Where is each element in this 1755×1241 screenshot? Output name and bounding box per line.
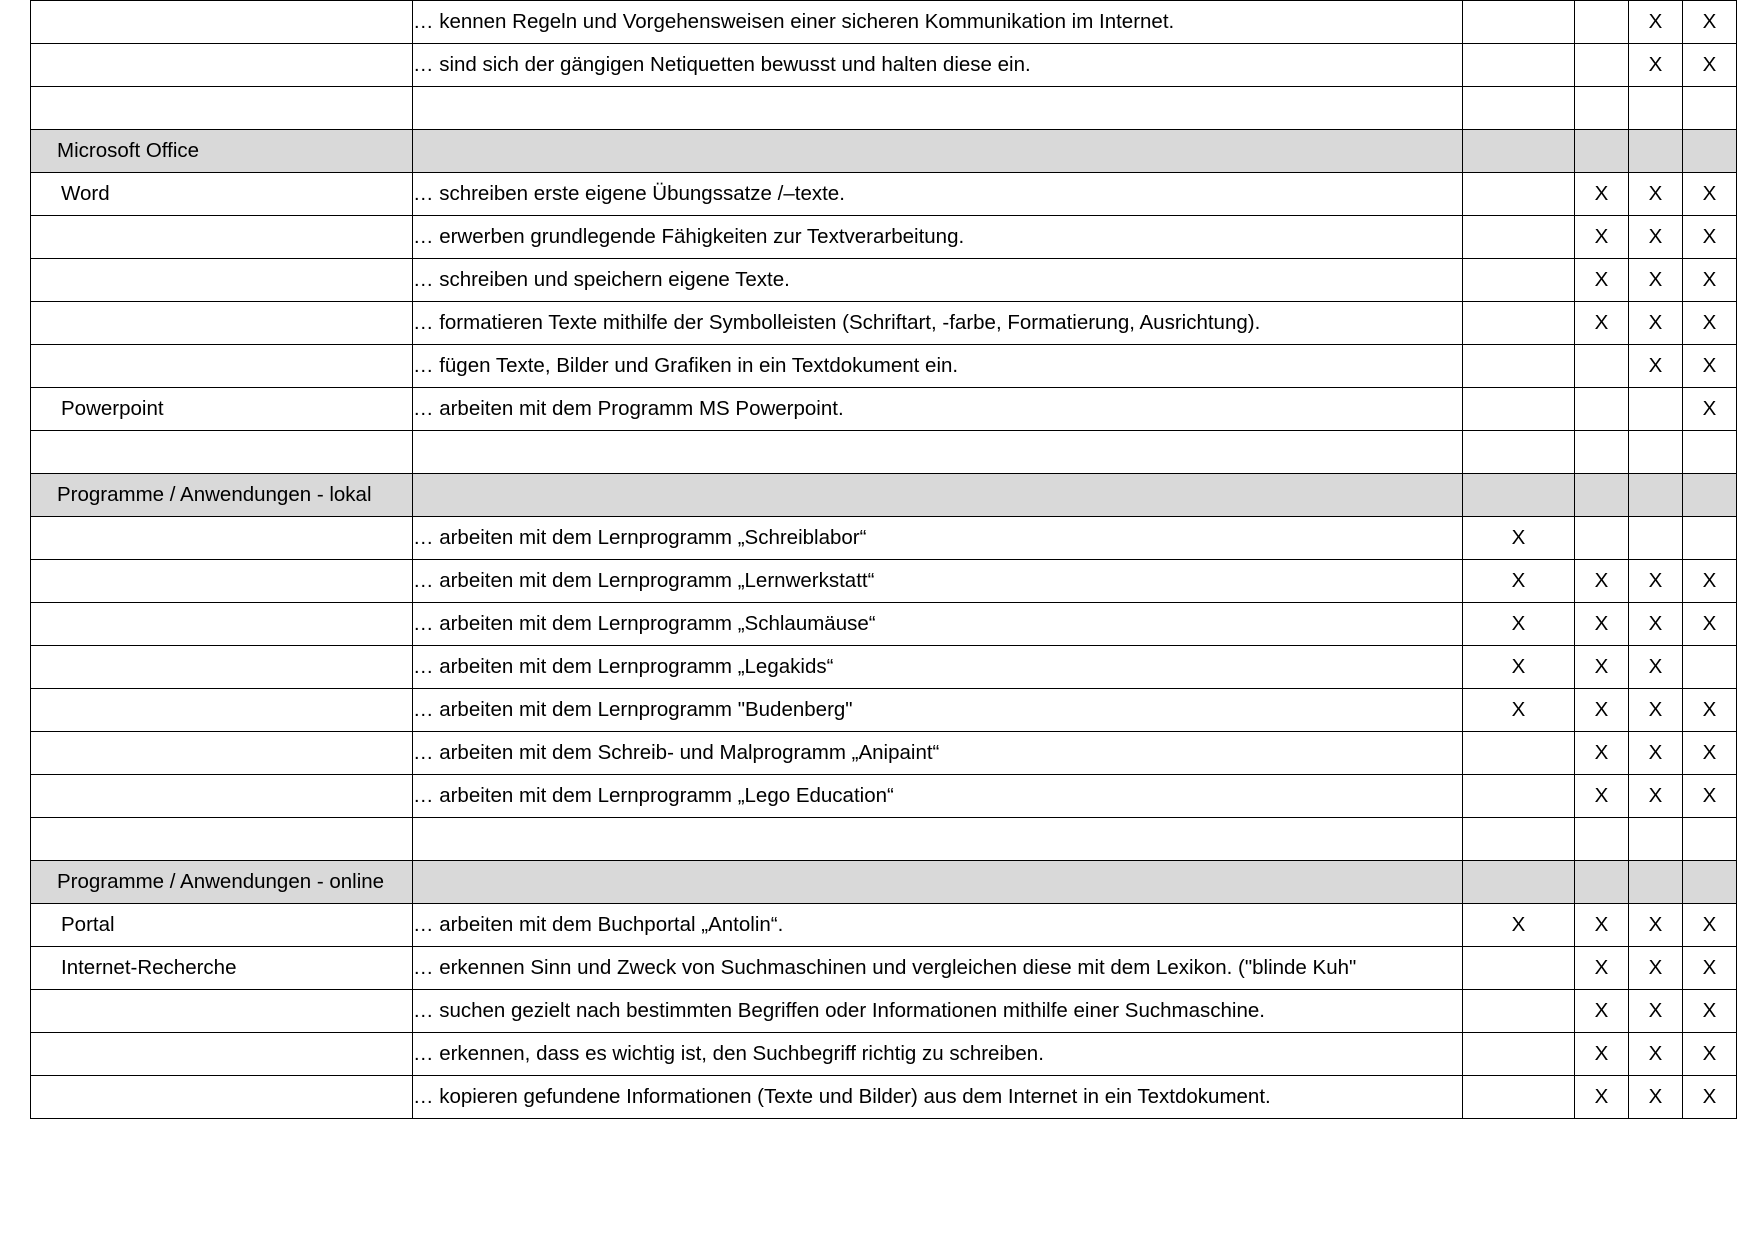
level-1-mark[interactable] xyxy=(1463,87,1575,130)
level-4-mark[interactable]: X xyxy=(1683,775,1737,818)
row-description: … arbeiten mit dem Lernprogramm „Lernwerkstatt“ xyxy=(413,560,1463,603)
row-category: Word xyxy=(31,173,413,216)
level-2-mark[interactable]: X xyxy=(1575,1033,1629,1076)
level-2-mark[interactable]: X xyxy=(1575,216,1629,259)
row-description: … arbeiten mit dem Lernprogramm „Lego Education“ xyxy=(413,775,1463,818)
matrix-row xyxy=(31,44,1737,87)
level-3-mark[interactable] xyxy=(1629,818,1683,861)
level-2-mark[interactable] xyxy=(1575,1,1629,44)
row-category xyxy=(31,1033,413,1076)
level-4-mark[interactable]: X xyxy=(1683,947,1737,990)
row-category: Powerpoint xyxy=(31,388,413,431)
level-4-mark[interactable] xyxy=(1683,861,1737,904)
level-3-mark[interactable] xyxy=(1629,517,1683,560)
group-title: Programme / Anwendungen - online xyxy=(31,861,413,904)
level-1-mark[interactable] xyxy=(1463,44,1575,87)
level-1-mark[interactable]: X xyxy=(1463,560,1575,603)
matrix-row xyxy=(31,173,1737,216)
matrix-group-row xyxy=(31,474,1737,517)
level-3-mark[interactable]: X xyxy=(1629,689,1683,732)
row-description: … suchen gezielt nach bestimmten Begriffen oder Informationen mithilfe einer Suchmaschine. xyxy=(413,990,1463,1033)
row-description: … formatieren Texte mithilfe der Symbolleisten (Schriftart, -farbe, Formatierung, Ausrichtung). xyxy=(413,302,1463,345)
matrix-group-row xyxy=(31,861,1737,904)
level-3-mark[interactable]: X xyxy=(1629,216,1683,259)
level-4-mark[interactable]: X xyxy=(1683,904,1737,947)
row-category xyxy=(31,345,413,388)
level-1-mark[interactable] xyxy=(1463,861,1575,904)
level-3-mark[interactable] xyxy=(1629,388,1683,431)
level-1-mark[interactable] xyxy=(1463,388,1575,431)
level-1-mark[interactable] xyxy=(1463,1,1575,44)
level-3-mark[interactable]: X xyxy=(1629,345,1683,388)
level-1-mark[interactable]: X xyxy=(1463,904,1575,947)
level-2-mark[interactable] xyxy=(1575,130,1629,173)
level-2-mark[interactable]: X xyxy=(1575,259,1629,302)
level-1-mark[interactable] xyxy=(1463,1033,1575,1076)
matrix-row xyxy=(31,1076,1737,1119)
level-4-mark[interactable] xyxy=(1683,431,1737,474)
level-3-mark[interactable]: X xyxy=(1629,990,1683,1033)
row-category xyxy=(31,689,413,732)
level-3-mark[interactable]: X xyxy=(1629,173,1683,216)
row-category xyxy=(31,44,413,87)
row-category xyxy=(31,732,413,775)
level-3-mark[interactable] xyxy=(1629,130,1683,173)
row-category xyxy=(31,259,413,302)
matrix-row xyxy=(31,990,1737,1033)
level-1-mark[interactable] xyxy=(1463,216,1575,259)
level-4-mark[interactable]: X xyxy=(1683,732,1737,775)
matrix-group-row xyxy=(31,130,1737,173)
level-2-mark[interactable]: X xyxy=(1575,646,1629,689)
level-4-mark[interactable]: X xyxy=(1683,1076,1737,1119)
row-category xyxy=(31,990,413,1033)
matrix-body xyxy=(31,1,1737,1119)
level-4-mark[interactable]: X xyxy=(1683,990,1737,1033)
matrix-row xyxy=(31,689,1737,732)
level-1-mark[interactable] xyxy=(1463,431,1575,474)
level-3-mark[interactable] xyxy=(1629,861,1683,904)
level-2-mark[interactable]: X xyxy=(1575,732,1629,775)
row-description: … erwerben grundlegende Fähigkeiten zur Textverarbeitung. xyxy=(413,216,1463,259)
matrix-row xyxy=(31,775,1737,818)
level-3-mark[interactable] xyxy=(1629,474,1683,517)
group-title: Programme / Anwendungen - lokal xyxy=(31,474,413,517)
row-category xyxy=(31,560,413,603)
row-description xyxy=(413,861,1463,904)
row-category xyxy=(31,431,413,474)
row-description: … kennen Regeln und Vorgehensweisen einer sicheren Kommunikation im Internet. xyxy=(413,1,1463,44)
level-4-mark[interactable]: X xyxy=(1683,44,1737,87)
row-description: … arbeiten mit dem Programm MS Powerpoint. xyxy=(413,388,1463,431)
matrix-row xyxy=(31,646,1737,689)
level-1-mark[interactable] xyxy=(1463,818,1575,861)
competency-matrix-table xyxy=(30,0,1737,1119)
level-4-mark[interactable] xyxy=(1683,818,1737,861)
level-3-mark[interactable]: X xyxy=(1629,732,1683,775)
level-4-mark[interactable] xyxy=(1683,87,1737,130)
level-2-mark[interactable] xyxy=(1575,861,1629,904)
level-4-mark[interactable]: X xyxy=(1683,259,1737,302)
level-1-mark[interactable] xyxy=(1463,990,1575,1033)
level-2-mark[interactable]: X xyxy=(1575,689,1629,732)
group-title: Microsoft Office xyxy=(31,130,413,173)
row-category xyxy=(31,603,413,646)
level-4-mark[interactable]: X xyxy=(1683,603,1737,646)
row-description: … arbeiten mit dem Buchportal „Antolin“. xyxy=(413,904,1463,947)
row-description: … arbeiten mit dem Lernprogramm „Schlaumäuse“ xyxy=(413,603,1463,646)
level-2-mark[interactable]: X xyxy=(1575,990,1629,1033)
level-3-mark[interactable]: X xyxy=(1629,947,1683,990)
level-3-mark[interactable]: X xyxy=(1629,603,1683,646)
row-category xyxy=(31,775,413,818)
level-3-mark[interactable] xyxy=(1629,431,1683,474)
matrix-row xyxy=(31,517,1737,560)
row-description xyxy=(413,431,1463,474)
row-description: … erkennen Sinn und Zweck von Suchmaschinen und vergleichen diese mit dem Lexikon. ("blinde Kuh" xyxy=(413,947,1463,990)
level-2-mark[interactable] xyxy=(1575,431,1629,474)
level-1-mark[interactable] xyxy=(1463,345,1575,388)
level-2-mark[interactable]: X xyxy=(1575,904,1629,947)
row-category xyxy=(31,216,413,259)
row-description: … arbeiten mit dem Lernprogramm "Budenberg" xyxy=(413,689,1463,732)
level-1-mark[interactable] xyxy=(1463,302,1575,345)
level-2-mark[interactable] xyxy=(1575,345,1629,388)
level-1-mark[interactable] xyxy=(1463,947,1575,990)
level-4-mark[interactable] xyxy=(1683,646,1737,689)
level-2-mark[interactable]: X xyxy=(1575,775,1629,818)
level-4-mark[interactable] xyxy=(1683,474,1737,517)
matrix-row xyxy=(31,216,1737,259)
level-2-mark[interactable]: X xyxy=(1575,947,1629,990)
level-2-mark[interactable]: X xyxy=(1575,302,1629,345)
level-4-mark[interactable] xyxy=(1683,130,1737,173)
level-3-mark[interactable]: X xyxy=(1629,1033,1683,1076)
level-2-mark[interactable]: X xyxy=(1575,603,1629,646)
level-2-mark[interactable] xyxy=(1575,517,1629,560)
level-3-mark[interactable]: X xyxy=(1629,302,1683,345)
level-1-mark[interactable] xyxy=(1463,173,1575,216)
matrix-row xyxy=(31,904,1737,947)
matrix-row xyxy=(31,345,1737,388)
matrix-spacer-row xyxy=(31,87,1737,130)
row-description: … schreiben erste eigene Übungssatze /–texte. xyxy=(413,173,1463,216)
level-4-mark[interactable]: X xyxy=(1683,560,1737,603)
matrix-row xyxy=(31,388,1737,431)
level-4-mark[interactable]: X xyxy=(1683,1,1737,44)
level-2-mark[interactable] xyxy=(1575,87,1629,130)
level-3-mark[interactable]: X xyxy=(1629,1076,1683,1119)
row-category xyxy=(31,302,413,345)
level-4-mark[interactable]: X xyxy=(1683,173,1737,216)
matrix-row xyxy=(31,1033,1737,1076)
row-description: … arbeiten mit dem Schreib- und Malprogramm „Anipaint“ xyxy=(413,732,1463,775)
matrix-row xyxy=(31,732,1737,775)
level-3-mark[interactable]: X xyxy=(1629,775,1683,818)
matrix-row xyxy=(31,259,1737,302)
row-description: … schreiben und speichern eigene Texte. xyxy=(413,259,1463,302)
row-category xyxy=(31,87,413,130)
level-1-mark[interactable] xyxy=(1463,1076,1575,1119)
level-3-mark[interactable]: X xyxy=(1629,259,1683,302)
row-description: … kopieren gefundene Informationen (Texte und Bilder) aus dem Internet in ein Textdokument. xyxy=(413,1076,1463,1119)
level-1-mark[interactable]: X xyxy=(1463,603,1575,646)
level-4-mark[interactable]: X xyxy=(1683,216,1737,259)
row-description: … arbeiten mit dem Lernprogramm „Schreiblabor“ xyxy=(413,517,1463,560)
level-2-mark[interactable] xyxy=(1575,474,1629,517)
level-2-mark[interactable]: X xyxy=(1575,1076,1629,1119)
matrix-spacer-row xyxy=(31,818,1737,861)
level-3-mark[interactable]: X xyxy=(1629,904,1683,947)
level-1-mark[interactable] xyxy=(1463,732,1575,775)
row-description xyxy=(413,87,1463,130)
matrix-row xyxy=(31,1,1737,44)
level-4-mark[interactable] xyxy=(1683,517,1737,560)
level-4-mark[interactable]: X xyxy=(1683,388,1737,431)
row-category: Internet-Recherche xyxy=(31,947,413,990)
level-4-mark[interactable]: X xyxy=(1683,345,1737,388)
matrix-row xyxy=(31,302,1737,345)
level-1-mark[interactable]: X xyxy=(1463,517,1575,560)
level-1-mark[interactable]: X xyxy=(1463,646,1575,689)
row-description: … fügen Texte, Bilder und Grafiken in ein Textdokument ein. xyxy=(413,345,1463,388)
row-description xyxy=(413,130,1463,173)
matrix-row xyxy=(31,947,1737,990)
row-category xyxy=(31,517,413,560)
level-1-mark[interactable] xyxy=(1463,259,1575,302)
level-2-mark[interactable] xyxy=(1575,44,1629,87)
row-description: … erkennen, dass es wichtig ist, den Suchbegriff richtig zu schreiben. xyxy=(413,1033,1463,1076)
level-1-mark[interactable] xyxy=(1463,130,1575,173)
matrix-row xyxy=(31,603,1737,646)
row-category xyxy=(31,818,413,861)
level-4-mark[interactable]: X xyxy=(1683,689,1737,732)
level-3-mark[interactable]: X xyxy=(1629,44,1683,87)
row-category xyxy=(31,1,413,44)
level-3-mark[interactable] xyxy=(1629,87,1683,130)
matrix-row xyxy=(31,560,1737,603)
row-category xyxy=(31,1076,413,1119)
level-2-mark[interactable] xyxy=(1575,818,1629,861)
row-category: Portal xyxy=(31,904,413,947)
row-description: … sind sich der gängigen Netiquetten bewusst und halten diese ein. xyxy=(413,44,1463,87)
level-1-mark[interactable]: X xyxy=(1463,689,1575,732)
level-2-mark[interactable] xyxy=(1575,388,1629,431)
level-4-mark[interactable]: X xyxy=(1683,1033,1737,1076)
level-3-mark[interactable]: X xyxy=(1629,646,1683,689)
level-1-mark[interactable] xyxy=(1463,775,1575,818)
row-description xyxy=(413,818,1463,861)
level-2-mark[interactable]: X xyxy=(1575,173,1629,216)
level-2-mark[interactable]: X xyxy=(1575,560,1629,603)
level-3-mark[interactable]: X xyxy=(1629,560,1683,603)
level-4-mark[interactable]: X xyxy=(1683,302,1737,345)
row-category xyxy=(31,646,413,689)
level-3-mark[interactable]: X xyxy=(1629,1,1683,44)
row-description xyxy=(413,474,1463,517)
level-1-mark[interactable] xyxy=(1463,474,1575,517)
matrix-spacer-row xyxy=(31,431,1737,474)
row-description: … arbeiten mit dem Lernprogramm „Legakids“ xyxy=(413,646,1463,689)
